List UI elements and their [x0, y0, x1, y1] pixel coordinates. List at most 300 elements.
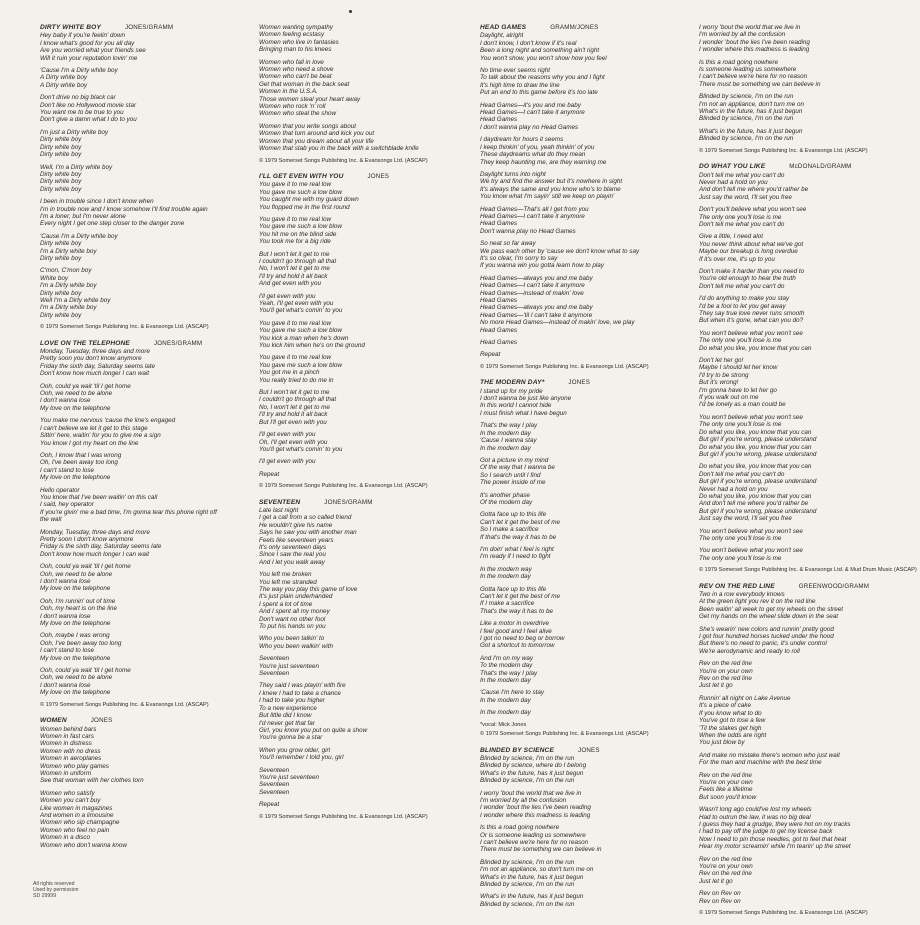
lyric-line: If it's over me, it's up to you [699, 255, 775, 263]
lyric-line: Head Games [480, 339, 518, 347]
lyric-line: It's a piece of cake [699, 702, 751, 710]
stanza [259, 354, 464, 384]
lyric-line: You've got to lose a few [699, 717, 766, 725]
lyric-line: Women who rock 'n' roll [259, 103, 326, 111]
stanza [699, 206, 904, 228]
lyric-line: I wonder where this madness is leading [480, 811, 591, 819]
lyric-line: Head Games—instead of makin' love [480, 289, 584, 297]
lyric-line: Give a little, I need alot [699, 233, 764, 241]
lyric-line: Don't you'll believe what you won't see [699, 206, 807, 214]
lyric-line: I don't know, I don't know if it's real [480, 39, 577, 47]
song-credit: McDONALD/GRAMM [789, 163, 852, 171]
lyric-line: I can't stand to lose [40, 466, 95, 474]
lyric-line: If you walk out on me [699, 394, 759, 402]
stanza [40, 129, 245, 159]
lyric-line: Women that turn around and kick you out [259, 130, 375, 138]
lyric-line: It's high time to draw the line [480, 81, 560, 89]
lyric-line: Daylight, alright [480, 32, 524, 40]
lyric-line: Never had a hold on you [699, 178, 768, 186]
lyric-line: Don't tell me what you can't do [699, 220, 785, 228]
stanza [259, 389, 464, 426]
stanza [480, 755, 685, 785]
lyric-line: No, I won't let it get to me [259, 265, 330, 273]
lyric-line: Sittin' here, waitin' for you to give me a sign [40, 432, 161, 440]
lyric-line: My love on the telephone [40, 654, 111, 662]
lyric-line: White boy [40, 274, 68, 282]
rights-footer [33, 881, 79, 900]
stanza [480, 655, 685, 685]
stanza [699, 463, 904, 522]
lyric-line: But girl if you're wrong, please understand [699, 507, 817, 515]
stanza [480, 790, 685, 820]
lyric-line: I know what's good for you all day [40, 39, 135, 47]
lyric-line: Dirty white boy [40, 170, 82, 178]
lyric-line: I wonder 'bout the lies I've been reading [699, 38, 810, 46]
lyric-line: There must be something we can believe in [699, 80, 821, 88]
lyric-line: Women who feel no pain [40, 826, 110, 834]
stanza [259, 431, 464, 453]
lyric-line: I'm ready if I need to fight [480, 553, 551, 561]
stanza [699, 660, 904, 690]
lyric-line: But it's wrong! [699, 379, 739, 387]
song-title: LOVE ON THE TELEPHONE [40, 339, 130, 347]
lyric-line: Dirty white boy [40, 311, 82, 319]
copyright-notice: © 1979 Somerset Songs Publishing Inc. & Evansongs Ltd. (ASCAP) [699, 147, 868, 154]
stanza [40, 383, 245, 413]
stanza [480, 824, 685, 854]
song-title: DIRTY WHITE BOY [40, 24, 101, 31]
song-header [40, 717, 245, 724]
lyric-line: I'd do anything to make you stay [699, 295, 790, 303]
lyric-line: At the green light you rev it on the red line [699, 598, 816, 606]
song-lyrics [699, 591, 904, 905]
lyric-line: You left me broken [259, 571, 312, 579]
song-header [480, 24, 685, 31]
lyric-line: Blinded by science, where do I belong [480, 762, 587, 770]
stanza [480, 586, 685, 616]
lyric-line: It's so clear, I'm sorry to say [480, 254, 558, 262]
stanza [259, 293, 464, 315]
lyric-line: When the odds are right [699, 731, 767, 739]
lyric-line: Those women steal your heart away [259, 95, 361, 103]
lyric-line: You never think about what we've got [699, 240, 804, 248]
lyric-line: Don't tell me what you can't do [699, 171, 785, 179]
lyric-line: You gave it to me real low [259, 215, 332, 223]
lyric-line: Dirty white boy [40, 289, 82, 297]
stanza [699, 295, 904, 325]
lyric-line: But I won't let it get to me [259, 389, 330, 397]
song-lyrics [259, 507, 464, 809]
lyric-line: Like a motor in overdrive [480, 620, 549, 628]
stanza [259, 682, 464, 741]
lyric-line: Women in distress [40, 740, 92, 748]
lyric-line: Head Games [480, 220, 518, 228]
lyric-line: I got no need to beg or borrow [480, 635, 565, 643]
lyric-line: You're just seventeen [259, 662, 320, 670]
lyrics-column-3 [480, 24, 685, 916]
stanza [480, 859, 685, 889]
lyric-line: I had to pay off the judge to get my license back [699, 828, 833, 836]
song-title: HEAD GAMES [480, 24, 527, 31]
lyric-line: Head Games—'til I can't take it anymore [480, 311, 593, 319]
lyric-line: I'll try and hold it all back [259, 411, 328, 419]
lyric-line: I'd be a fool to let you get away [699, 302, 786, 310]
lyric-line: Head Games—it's you and me baby [480, 101, 581, 109]
lyric-line: Bringing man to his knees [259, 46, 332, 54]
lyric-line: Don't tell me what you can't do [699, 470, 785, 478]
lyric-line: Head Games [480, 326, 518, 334]
stanza [480, 546, 685, 561]
lyric-line: Are you worried what your friends see [40, 47, 146, 55]
lyric-line: Daylight turns into night [480, 170, 546, 178]
lyric-line: I'm in trouble now and I know somehow I'll find trouble again [40, 205, 208, 213]
stanza [259, 801, 464, 808]
stanza [480, 566, 685, 581]
lyric-line: Rev on Rev on [699, 890, 741, 898]
lyric-line: Ooh, I'm runnin' out of time [40, 597, 116, 605]
lyrics-column-2 [259, 24, 464, 829]
lyric-line: A Dirty white boy [40, 74, 88, 82]
lyric-line: But there's no need to panic, it's under control [699, 640, 827, 648]
lyric-line: 'Til the stakes get high [699, 724, 762, 732]
lyric-line: In the modern day [480, 677, 531, 685]
stanza [480, 136, 685, 166]
lyric-line: Don't drive no big black car [40, 94, 116, 102]
lyric-line: I been in trouble since I don't know when [40, 198, 154, 206]
lyric-line: Seventeen [259, 781, 290, 789]
lyric-line: Rev on the red line [699, 675, 752, 683]
lyric-line: I'm a Dirty white boy [40, 282, 97, 290]
song-block [40, 340, 245, 709]
song-header [259, 499, 464, 506]
lyric-line: No more Head Games—instead of makin' love, we play [480, 319, 635, 327]
lyric-line: Had to outrun the law, it was no big deal [699, 813, 811, 821]
lyric-line: They said I was playin' with fire [259, 682, 346, 690]
lyric-line: I spent a lot of time [259, 600, 313, 608]
lyric-line: Blinded by science, I'm on the run [699, 135, 794, 143]
lyric-line: Hey baby if you're feelin' down [40, 32, 126, 40]
stanza [259, 635, 464, 650]
song-block [40, 24, 245, 332]
stanza [480, 240, 685, 270]
lyric-line: What's in the future, has it just begun [699, 127, 803, 135]
lyric-line: But girl if you're wrong, please understand [699, 450, 817, 458]
stanza [699, 93, 904, 123]
stanza [480, 275, 685, 334]
stanza [480, 67, 685, 97]
lyric-line: If you know what to do [699, 709, 762, 717]
stanza [480, 339, 685, 346]
stanza [480, 422, 685, 452]
lyric-line: Women that you dream about all your life [259, 137, 374, 145]
lyric-line: I don't wanna lose [40, 578, 91, 585]
lyric-line: We pass each other by 'cause we don't know what to say [480, 247, 640, 255]
lyric-line: I'm worried by all the confusion [480, 796, 567, 804]
lyric-line: 'Cause I'm a Dirty white boy [40, 232, 118, 240]
stanza [699, 268, 904, 290]
lyric-line: Ooh, we need to be alone [40, 674, 113, 682]
lyric-line: You want me to be true to you [40, 109, 124, 117]
stanza [259, 571, 464, 630]
stanza [40, 267, 245, 319]
lyric-line: See that woman with her clothes torn [40, 777, 144, 785]
lyric-line: Late last night [259, 506, 299, 514]
lyric-line: It's always the same and you know who's to blame [480, 185, 621, 193]
lyric-line: You just blow by [699, 739, 745, 747]
lyric-line: There must be something we can believe in [480, 846, 602, 854]
lyric-line: They keep haunting me, are they warning me [480, 158, 607, 166]
stanza [480, 388, 685, 418]
lyric-line: The way you play this game of love [259, 586, 358, 593]
lyric-line: Do what you like, you know that you can [699, 428, 812, 436]
lyric-line: Head Games—always you and me baby [480, 274, 593, 282]
stanza [40, 790, 245, 849]
lyric-line: You really tried to do me in [259, 376, 334, 384]
lyric-line: I don't wanna be just like anyone [480, 395, 572, 403]
lyric-line: Two in a row everybody knows [699, 591, 785, 598]
lyric-line: Dirty white boy [40, 136, 82, 144]
lyric-line: Runnin' all night on Lake Avenue [699, 694, 791, 702]
lyric-line: The only one you'll lose is me [699, 421, 782, 429]
lyric-line: Ooh, we need to be alone [40, 570, 113, 578]
lyric-line: I keep thinkin' of you, yeah thinkin' of you [480, 143, 595, 151]
lyric-line: I wonder 'bout the lies I've been reading [480, 804, 591, 812]
lyric-line: Blinded by science, I'm on the run [480, 858, 575, 866]
lyric-line: It's only seventeen days [259, 543, 327, 551]
lyric-line: It's another phase [480, 491, 530, 499]
lyric-line: But girl if you're wrong, please understand [699, 436, 817, 444]
lyric-line: I don't wanna play no Head Games [480, 123, 579, 131]
lyric-line: You know what I'm sayin' still we keep on playin' [480, 193, 615, 201]
lyric-line: You kick a man when he's down [259, 334, 349, 342]
lyric-line: That's the way it has to be [480, 607, 553, 615]
lyric-line: Got a picture in my mind [480, 456, 549, 464]
lyric-line: Friday is the sixth day, Saturday seems late [40, 543, 162, 551]
song-block [699, 163, 917, 575]
lyric-line: You gave me such a low blow [259, 327, 342, 335]
song-block [699, 24, 904, 155]
lyric-line: Don't want no other fool [259, 615, 326, 623]
lyric-line: It's just plain underhanded [259, 593, 333, 601]
lyric-line: I'm not an appliance, so don't turn me on [480, 866, 594, 874]
lyric-line: But little did I know [259, 712, 312, 720]
song-header [40, 340, 245, 347]
footer-line: Used by permission [33, 887, 79, 894]
copyright-notice: © 1979 Somerset Songs Publishing Inc. & Evansongs Ltd. (ASCAP) [480, 363, 649, 370]
song-lyrics [699, 172, 904, 563]
lyric-line: You gave it to me real low [259, 354, 332, 362]
stanza [40, 198, 245, 228]
lyric-line: Got a shortcut to tomorrow [480, 642, 555, 650]
lyric-line: Women who live in fantasies [259, 38, 339, 46]
lyric-line: Women feeling ecstasy [259, 31, 325, 39]
stanza [259, 507, 464, 566]
lyric-line: You gave it to me real low [259, 319, 332, 327]
stanza [259, 216, 464, 246]
lyric-line: And make no mistake there's women who just wait [699, 751, 840, 759]
stanza [480, 206, 685, 236]
lyrics-column-4 [699, 24, 917, 925]
lyric-line: Gotta face up to this life [480, 585, 547, 593]
song-credit: JONES [568, 379, 591, 387]
stanza [40, 632, 245, 662]
lyric-line: If you wanna win you gotta learn how to play [480, 262, 604, 270]
lyric-line: the wall [40, 516, 62, 524]
lyric-line: Don't wanna play no Head Games [480, 227, 576, 235]
copyright-notice: © 1979 Somerset Songs Publishing Inc. & Evansongs Ltd. (ASCAP) [40, 701, 209, 708]
song-lyrics [40, 726, 245, 850]
lyric-line: Women who play games [40, 762, 109, 770]
lyric-line: What's in the future, has it just begun [480, 873, 584, 881]
song-block [259, 499, 464, 821]
lyric-line: You're on your own [699, 863, 753, 870]
lyric-line: Friday the sixth day, Saturday seems late [40, 362, 156, 370]
lyric-line: I worry 'bout the world that we live in [480, 789, 582, 797]
stanza [259, 123, 464, 153]
lyric-line: You know I got my heart on the line [40, 439, 139, 447]
lyric-line: You kick him when he's on the ground [259, 342, 365, 350]
lyric-line: You're on your own [699, 778, 753, 786]
lyric-line: You won't believe what you won't see [699, 547, 803, 555]
lyric-line: I couldn't go through all that [259, 257, 337, 265]
song-title: THE MODERN DAY* [480, 379, 545, 387]
lyric-line: I'd be lonely as a man could be [699, 401, 786, 409]
lyric-line: Rev on Rev on [699, 897, 741, 905]
lyric-line: Women you can't buy [40, 797, 101, 805]
lyric-line: Seventeen [259, 766, 290, 774]
lyric-line: Since I saw the real you [259, 551, 326, 559]
lyric-line: Women with no dress [40, 747, 101, 755]
song-title: BLINDED BY SCIENCE [480, 746, 555, 754]
lyric-line: Well, I'm a Dirty white boy [40, 163, 113, 171]
stanza [480, 620, 685, 650]
lyric-line: I'm a Dirty white boy [40, 304, 97, 312]
lyric-line: Maybe our breakup is long overdue [699, 248, 798, 256]
lyric-line: I worry 'bout the world that we live in [699, 24, 801, 31]
lyric-line: The only one you'll lose is me [699, 213, 782, 221]
lyric-line: I'll get even with you [259, 431, 316, 439]
song-credit: JONES/GRAMM [125, 24, 174, 31]
lyrics-column-1 [40, 24, 245, 857]
lyric-line: Feels like seventeen years [259, 536, 334, 544]
lyric-line: Seventeen [259, 788, 290, 796]
lyric-line: 'Cause I'm a Dirty white boy [40, 67, 118, 75]
lyric-line: Just let it go [699, 682, 733, 690]
lyric-line: I must finish what I have begun [480, 409, 567, 417]
song-lyrics [480, 32, 685, 358]
lyric-line: You caught me with my guard down [259, 196, 359, 204]
lyric-line: I don't wanna lose [40, 612, 91, 620]
lyric-line: Is this a road going nowhere [480, 824, 560, 832]
stanza [40, 417, 245, 447]
lyric-line: I don't wanna lose [40, 681, 91, 689]
song-credit: GRAMM/JONES [550, 24, 599, 31]
lyric-line: I said, hey operator [40, 501, 94, 509]
lyric-line: Women who need a shove [259, 66, 334, 74]
song-lyrics [40, 32, 245, 319]
lyric-line: But soon you'll know [699, 793, 757, 801]
lyric-line: I guess they had a grudge, they were hot on my tracks [699, 820, 851, 828]
lyric-line: Women in uniform [40, 769, 92, 777]
lyric-line: Ooh, my heart is on the line [40, 605, 118, 613]
stanza [480, 893, 685, 908]
lyric-line: Or is someone leading us somewhere [480, 831, 586, 839]
lyric-line: So I make a sacrifice [480, 526, 539, 534]
lyric-line: We try and find the answer but it's nowhere in sight [480, 178, 623, 186]
song-header [480, 747, 685, 754]
stanza [259, 251, 464, 288]
stanza [259, 471, 464, 478]
song-block [259, 24, 464, 165]
stanza [40, 348, 245, 378]
lyric-line: In the modern day [480, 709, 531, 717]
song-lyrics [480, 755, 685, 908]
lyric-line: And I spent all my money [259, 608, 330, 616]
lyric-line: But I won't let it get to me [259, 250, 330, 258]
lyric-line: She's wearin' new colors and runnin' pretty good [699, 625, 834, 633]
stanza [259, 458, 464, 465]
copyright-notice: © 1979 Somerset Songs Publishing Inc. & Evansongs Ltd. (ASCAP) [699, 910, 868, 917]
lyric-line: So neat so far away [480, 240, 536, 248]
lyric-line: 'Cause I wanna stay [480, 437, 537, 445]
lyric-line: Women in aeroplanes [40, 755, 102, 763]
stanza [40, 529, 245, 559]
lyric-line: To the modern day [480, 662, 533, 670]
stanza [40, 487, 245, 524]
lyric-line: Women in the U.S.A. [259, 88, 318, 96]
stanza [699, 128, 904, 143]
lyric-line: Women that stab you in the back with a switchblade knife [259, 145, 419, 153]
song-block [40, 717, 245, 849]
lyric-line: Head Games—I can't take it anymore [480, 109, 585, 117]
lyric-line: Will it ruin your reputation lovin' me [40, 54, 138, 62]
stanza [480, 511, 685, 541]
lyric-line: Head Games—That's all I get from you [480, 205, 589, 213]
lyric-line: You're gonna be a star [259, 734, 323, 742]
stanza [699, 626, 904, 656]
vocal-note: *vocal: Mick Jones [480, 721, 527, 728]
song-header [40, 24, 245, 31]
song-title: REV ON THE RED LINE [699, 582, 775, 590]
lyric-line: You left me stranded [259, 578, 317, 586]
stanza [40, 233, 245, 263]
lyric-line: My love on the telephone [40, 689, 111, 697]
lyric-line: I can't believe we're here for no reason [480, 838, 589, 846]
stanza [699, 591, 904, 621]
lyric-line: Hello operator [40, 486, 80, 494]
lyric-line: My love on the telephone [40, 474, 111, 482]
lyric-line: Who you been talkin' to [259, 635, 325, 643]
stanza [40, 667, 245, 697]
lyric-line: Is someone leading us somewhere [699, 66, 797, 74]
lyric-line: Just let it go [699, 877, 733, 885]
lyric-line: I'll get even with you [259, 458, 316, 466]
stanza [699, 890, 904, 905]
lyric-line: Dirty white boy [40, 178, 82, 186]
song-header [699, 583, 904, 590]
lyric-line: 'Cause I'm here to stay [480, 689, 545, 697]
lyric-line: And get even with you [259, 280, 321, 288]
lyric-line: You won't believe what you won't see [699, 413, 803, 421]
lyric-line: You're on your own [699, 667, 753, 675]
lyric-line: The power inside of me [480, 479, 546, 487]
song-credit: JONES [90, 717, 113, 725]
copyright-notice: © 1979 Somerset Songs Publishing Inc. & Evansongs Ltd. (ASCAP) [259, 157, 428, 164]
lyric-line: Women who can't be beat [259, 73, 332, 81]
lyric-line: I daydream for hours it seems [480, 136, 564, 144]
lyric-line: Don't let her go! [699, 357, 744, 365]
stanza [259, 320, 464, 350]
